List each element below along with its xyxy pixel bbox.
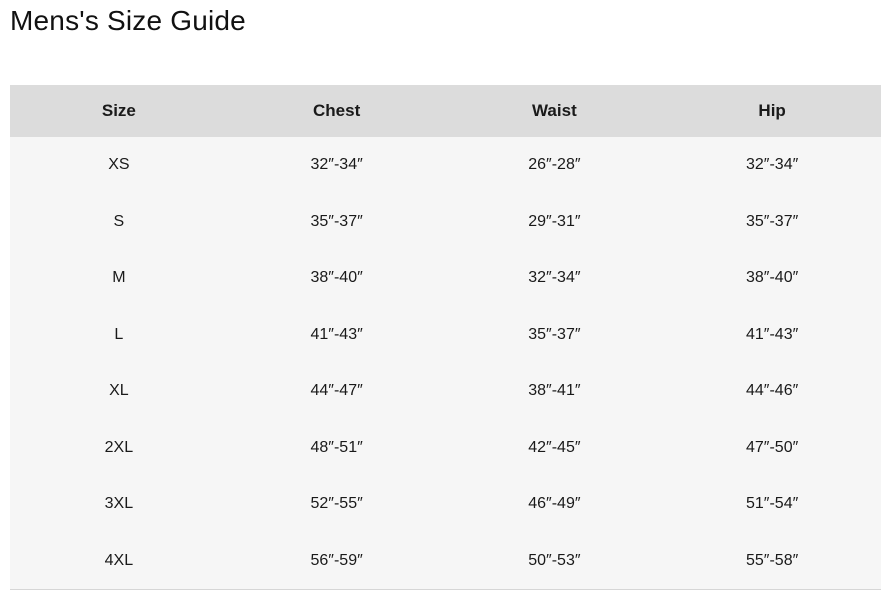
cell-waist: 32″-34″ (446, 250, 664, 307)
column-header-size: Size (10, 85, 228, 137)
cell-waist: 29″-31″ (446, 194, 664, 251)
table-row (10, 250, 881, 307)
cell-hip: 47″-50″ (663, 420, 881, 477)
cell-waist: 42″-45″ (446, 420, 664, 477)
cell-hip: 55″-58″ (663, 533, 881, 590)
size-table-header (10, 85, 881, 137)
cell-waist: 50″-53″ (446, 533, 664, 590)
cell-chest: 44″-47″ (228, 363, 446, 420)
cell-waist: 35″-37″ (446, 307, 664, 364)
cell-size: L (10, 307, 228, 364)
cell-chest: 41″-43″ (228, 307, 446, 364)
table-row (10, 533, 881, 590)
cell-size: XL (10, 363, 228, 420)
cell-hip: 51″-54″ (663, 476, 881, 533)
cell-size: M (10, 250, 228, 307)
table-row (10, 420, 881, 477)
header-row (10, 85, 881, 137)
table-row (10, 307, 881, 364)
cell-size: 4XL (10, 533, 228, 590)
cell-chest: 38″-40″ (228, 250, 446, 307)
cell-size: XS (10, 137, 228, 194)
cell-hip: 35″-37″ (663, 194, 881, 251)
cell-size: 2XL (10, 420, 228, 477)
cell-hip: 32″-34″ (663, 137, 881, 194)
cell-chest: 35″-37″ (228, 194, 446, 251)
size-guide-table (10, 85, 881, 590)
cell-chest: 52″-55″ (228, 476, 446, 533)
cell-size: S (10, 194, 228, 251)
column-header-chest: Chest (228, 85, 446, 137)
cell-waist: 46″-49″ (446, 476, 664, 533)
cell-chest: 48″-51″ (228, 420, 446, 477)
table-row (10, 476, 881, 533)
cell-waist: 26″-28″ (446, 137, 664, 194)
table-row (10, 363, 881, 420)
cell-waist: 38″-41″ (446, 363, 664, 420)
column-header-waist: Waist (446, 85, 664, 137)
table-row (10, 194, 881, 251)
table-row (10, 137, 881, 194)
cell-hip: 41″-43″ (663, 307, 881, 364)
cell-hip: 44″-46″ (663, 363, 881, 420)
cell-size: 3XL (10, 476, 228, 533)
cell-hip: 38″-40″ (663, 250, 881, 307)
column-header-hip: Hip (663, 85, 881, 137)
cell-chest: 56″-59″ (228, 533, 446, 590)
page-title: Mens's Size Guide (10, 5, 246, 36)
size-table-body (10, 137, 881, 589)
cell-chest: 32″-34″ (228, 137, 446, 194)
